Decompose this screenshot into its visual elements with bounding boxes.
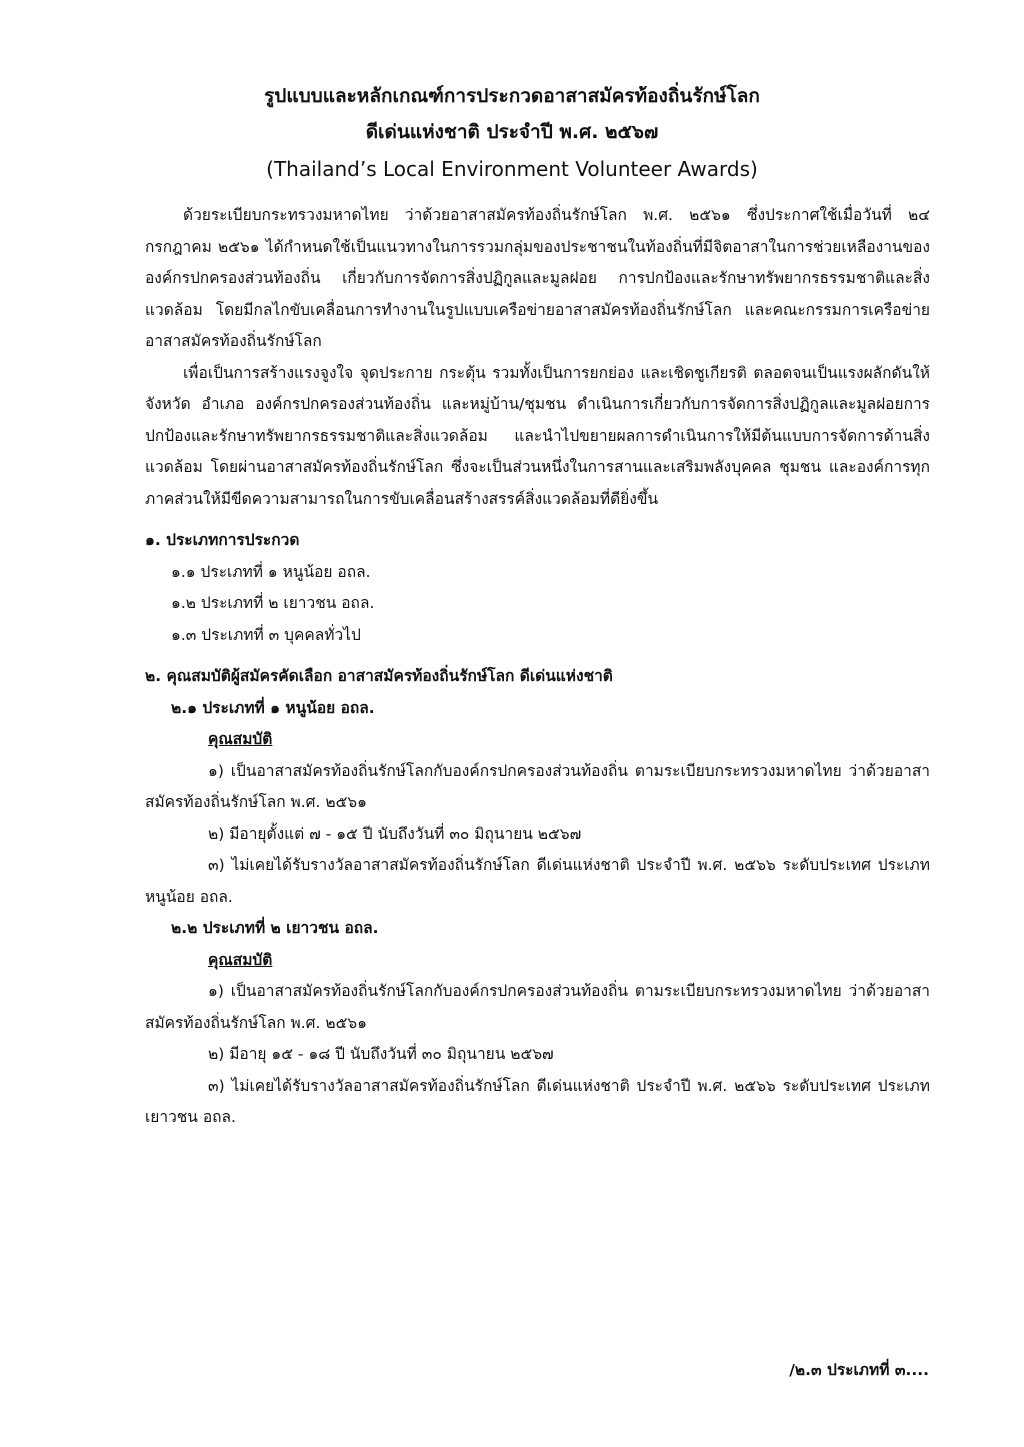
section-1-item: ๑.๑ ประเภทที่ ๑ หนูน้อย อถล. bbox=[171, 562, 371, 581]
qualification-item: ๒) มีอายุตั้งแต่ ๗ - ๑๕ ปี นับถึงวันที่ ๓๐ มิถุนายน ๒๕๖๗ bbox=[208, 824, 582, 843]
qualifications-label: คุณสมบัติ bbox=[208, 730, 273, 748]
qualification-item: ๓) ไม่เคยได้รับรางวัลอาสาสมัครท้องถิ่นรักษ์โลก ดีเด่นแห่งชาติ ประจำปี พ.ศ. ๒๕๖๖ ระดับประเทศ ประเภท เยาวชน อถล. bbox=[145, 1076, 930, 1126]
title-line-1: รูปแบบและหลักเกณฑ์การประกวดอาสาสมัครท้องถิ่นรักษ์โลก bbox=[264, 85, 760, 107]
section-1-item: ๑.๒ ประเภทที่ ๒ เยาวชน อถล. bbox=[171, 594, 375, 612]
title-line-2: ดีเด่นแห่งชาติ ประจำปี พ.ศ. ๒๕๖๗ bbox=[365, 121, 659, 143]
section-2-heading: ๒. คุณสมบัติผู้สมัครคัดเลือก อาสาสมัครท้องถิ่นรักษ์โลก ดีเด่นแห่งชาติ bbox=[145, 667, 613, 685]
intro-paragraph-2: เพื่อเป็นการสร้างแรงจูงใจ จุดประกาย กระตุ้น รวมทั้งเป็นการยกย่อง และเชิดชูเกียรติ ตลอดจนเป็นแรงผลักดันให้จังหวัด อำเภอ องค์กรปกครองส่วนท้องถิ่น และหมู่บ้าน/ชุมชน ดำเนินการเกี่ยวกับการจัดการสิ่งปฏิกูลและมูลฝอยการปกป้องและรักษาทรัพยากรธรรมชาติและสิ่งแวดล้อม และนำไปขยายผลการดำเนินการให้มีต้นแบบการจัดการด้านสิ่งแวดล้อม โดยผ่านอาสาสมัครท้องถิ่นรักษ์โลก ซึ่งจะเป็นส่วนหนึ่งในการสานและเสริมพลังบุคคล ชุมชน และองค์การทุกภาคส่วนให้มีขีดความสามารถในการขับเคลื่อนสร้างสรรค์สิ่งแวดล้อมที่ดียิ่งขึ้น bbox=[145, 363, 930, 508]
qualification-item: ๑) เป็นอาสาสมัครท้องถิ่นรักษ์โลกกับองค์กรปกครองส่วนท้องถิ่น ตามระเบียบกระทรวงมหาดไทย ว่าด้วยอาสาสมัครท้องถิ่นรักษ์โลก พ.ศ. ๒๕๖๑ bbox=[145, 982, 930, 1032]
spacer bbox=[145, 515, 930, 525]
section-2-1-heading: ๒.๑ ประเภทที่ ๑ หนูน้อย อถล. bbox=[171, 698, 375, 717]
document-body bbox=[145, 200, 930, 1134]
spacer bbox=[145, 651, 930, 661]
qualification-item: ๓) ไม่เคยได้รับรางวัลอาสาสมัครท้องถิ่นรักษ์โลก ดีเด่นแห่งชาติ ประจำปี พ.ศ. ๒๕๖๖ ระดับประเทศ ประเภท หนูน้อย อถล. bbox=[145, 856, 930, 906]
page-continuation-note: /๒.๓ ประเภทที่ ๓.... bbox=[789, 1361, 929, 1379]
section-1-item: ๑.๓ ประเภทที่ ๓ บุคคลทั่วไป bbox=[171, 625, 361, 644]
qualification-item: ๑) เป็นอาสาสมัครท้องถิ่นรักษ์โลกกับองค์กรปกครองส่วนท้องถิ่น ตามระเบียบกระทรวงมหาดไทย ว่าด้วยอาสาสมัครท้องถิ่นรักษ์โลก พ.ศ. ๒๕๖๑ bbox=[145, 761, 930, 811]
qualification-item: ๒) มีอายุ ๑๕ - ๑๘ ปี นับถึงวันที่ ๓๐ มิถุนายน ๒๕๖๗ bbox=[208, 1045, 554, 1063]
section-1-heading: ๑. ประเภทการประกวด bbox=[145, 531, 300, 549]
title-line-english: (Thailand’s Local Environment Volunteer Awards) bbox=[266, 157, 758, 181]
intro-paragraph-1: ด้วยระเบียบกระทรวงมหาดไทย ว่าด้วยอาสาสมัครท้องถิ่นรักษ์โลก พ.ศ. ๒๕๖๑ ซึ่งประกาศใช้เมื่อวันที่ ๒๔ กรกฎาคม ๒๕๖๑ ได้กำหนดใช้เป็นแนวทางในการรวมกลุ่มของประชาชนในท้องถิ่นที่มีจิตอาสาในการช่วยเหลืองานขององค์กรปกครองส่วนท้องถิ่น เกี่ยวกับการจัดการสิ่งปฏิกูลและมูลฝอย การปกป้องและรักษาทรัพยากรธรรมชาติและสิ่งแวดล้อม โดยมีกลไกขับเคลื่อนการทำงานในรูปแบบเครือข่ายอาสาสมัครท้องถิ่นรักษ์โลก และคณะกรรมการเครือข่าย อาสาสมัครท้องถิ่นรักษ์โลก bbox=[145, 206, 930, 350]
qualifications-label: คุณสมบัติ bbox=[208, 950, 273, 969]
document-title bbox=[0, 78, 1024, 188]
section-2-2-heading: ๒.๒ ประเภทที่ ๒ เยาวชน อถล. bbox=[171, 919, 379, 937]
